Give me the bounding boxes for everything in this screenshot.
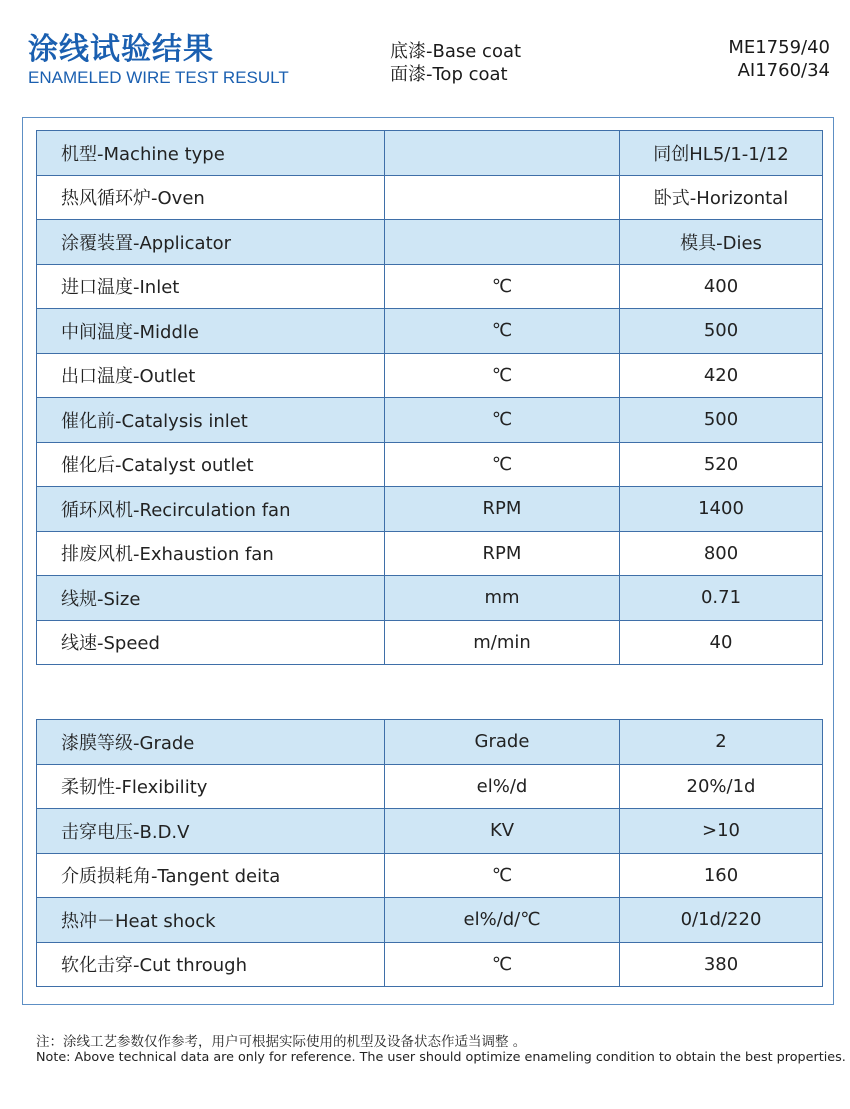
unit-cell: el%/d/℃ [385,898,620,943]
value-cell: 20%/1d [620,764,823,809]
table-row [37,942,823,987]
unit-cell: Grade [385,720,620,765]
table-row [37,531,823,576]
param-cell: 线规-Size [37,576,385,621]
value-cell: 卧式-Horizontal [620,175,823,220]
value-cell: 0/1d/220 [620,898,823,943]
value-cell: 模具-Dies [620,220,823,265]
value-cell: 160 [620,853,823,898]
table-row [37,131,823,176]
param-cell: 机型-Machine type [37,131,385,176]
unit-cell [385,131,620,176]
param-cell: 热冲－Heat shock [37,898,385,943]
unit-cell: RPM [385,531,620,576]
unit-cell: ℃ [385,398,620,443]
unit-cell: el%/d [385,764,620,809]
base-coat-code: ME1759/40 [728,37,830,58]
note-english: Note: Above technical data are only for reference. The user should optimize enameling condition to obtain the best properties. [36,1050,846,1065]
top-coat-code: AI1760/34 [737,60,830,81]
value-cell: 500 [620,398,823,443]
table-row [37,898,823,943]
top-coat-label: 面漆-Top coat [390,64,508,85]
param-cell: 软化击穿-Cut through [37,942,385,987]
param-cell: 循环风机-Recirculation fan [37,487,385,532]
param-cell: 出口温度-Outlet [37,353,385,398]
param-cell: 中间温度-Middle [37,309,385,354]
unit-cell [385,220,620,265]
value-cell: 同创HL5/1-1/12 [620,131,823,176]
table-row [37,220,823,265]
note-chinese: 注：涂线工艺参数仅作参考，用户可根据实际使用的机型及设备状态作适当调整 。 [36,1034,527,1050]
unit-cell: ℃ [385,353,620,398]
value-cell: 500 [620,309,823,354]
param-cell: 排废风机-Exhaustion fan [37,531,385,576]
value-cell: 0.71 [620,576,823,621]
unit-cell: ℃ [385,853,620,898]
value-cell: 40 [620,620,823,665]
table-row [37,809,823,854]
param-cell: 漆膜等级-Grade [37,720,385,765]
title-chinese: 涂线试验结果 [28,32,214,67]
param-cell: 催化前-Catalysis inlet [37,398,385,443]
table-row [37,398,823,443]
table-row [37,853,823,898]
test-properties-table [36,719,823,987]
process-parameters-table [36,130,823,665]
param-cell: 击穿电压-B.D.V [37,809,385,854]
table-row [37,620,823,665]
param-cell: 介质损耗角-Tangent deita [37,853,385,898]
value-cell: 520 [620,442,823,487]
unit-cell [385,175,620,220]
table-row [37,720,823,765]
unit-cell: RPM [385,487,620,532]
param-cell: 线速-Speed [37,620,385,665]
unit-cell: KV [385,809,620,854]
param-cell: 涂覆装置-Applicator [37,220,385,265]
unit-cell: ℃ [385,309,620,354]
value-cell: >10 [620,809,823,854]
table-row [37,309,823,354]
table-row [37,175,823,220]
param-cell: 催化后-Catalyst outlet [37,442,385,487]
table-row [37,264,823,309]
unit-cell: mm [385,576,620,621]
title-english: ENAMELED WIRE TEST RESULT [28,68,289,87]
value-cell: 2 [620,720,823,765]
value-cell: 420 [620,353,823,398]
param-cell: 进口温度-Inlet [37,264,385,309]
value-cell: 380 [620,942,823,987]
unit-cell: ℃ [385,442,620,487]
value-cell: 1400 [620,487,823,532]
table-row [37,353,823,398]
unit-cell: ℃ [385,264,620,309]
param-cell: 柔韧性-Flexibility [37,764,385,809]
table-row [37,442,823,487]
base-coat-label: 底漆-Base coat [390,41,522,62]
value-cell: 800 [620,531,823,576]
unit-cell: ℃ [385,942,620,987]
value-cell: 400 [620,264,823,309]
table-row [37,576,823,621]
unit-cell: m/min [385,620,620,665]
table-row [37,764,823,809]
table-row [37,487,823,532]
param-cell: 热风循环炉-Oven [37,175,385,220]
